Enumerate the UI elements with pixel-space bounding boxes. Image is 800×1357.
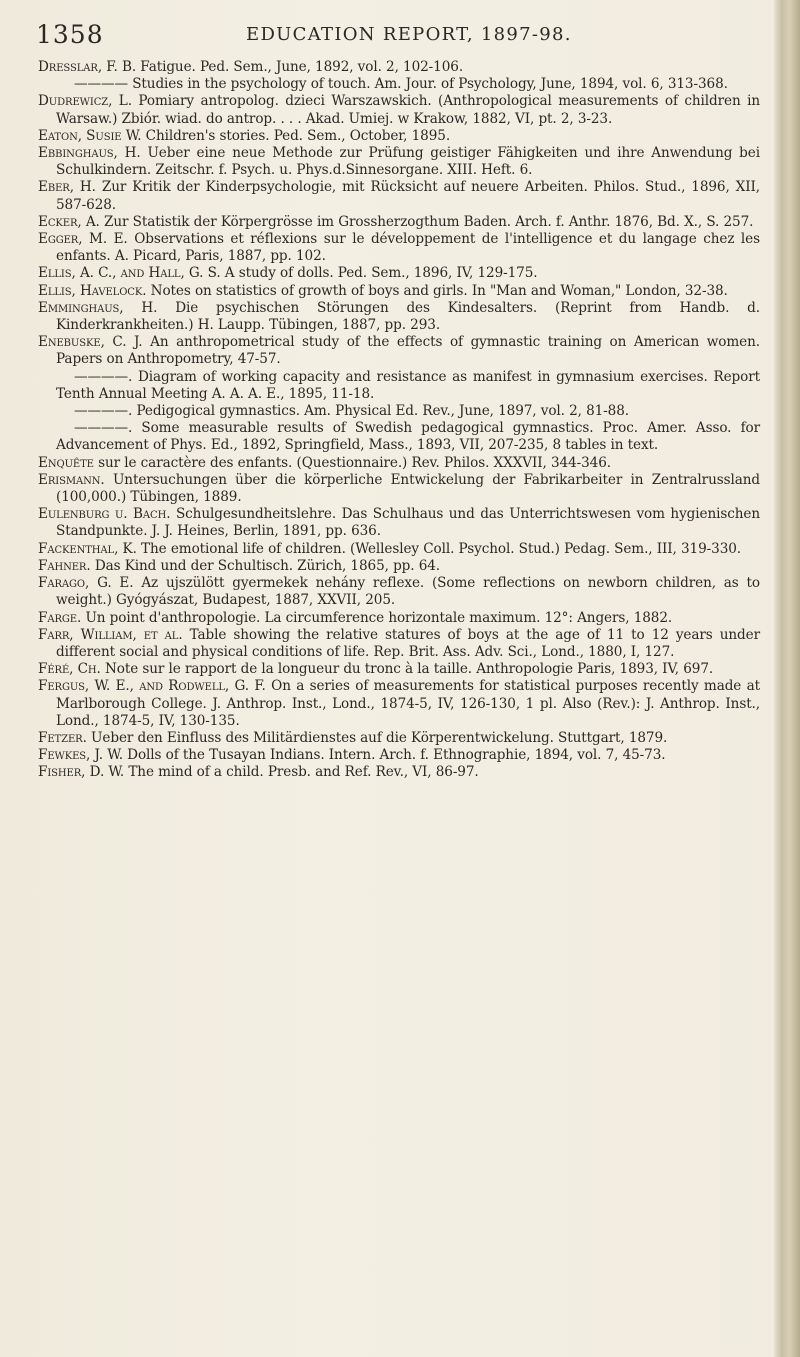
entry-author: Ellis, Havelock. (38, 282, 147, 299)
entry-text: Das Kind und der Schultisch. Zürich, 1865, pp. 64. (94, 557, 441, 574)
entry-text: Ueber den Einfluss des Militärdienstes auf die Körperentwickelung. Stuttgart, 1879. (91, 729, 668, 746)
entry-text: Az ujszülött gyermekek nehány reflexe. (Some reflections on newborn children, as to weight.) Gyógyászat, Budapest, 1887, XXVII, 205. (56, 575, 760, 609)
bibliography-entry (38, 730, 760, 747)
entry-text: Pedigogical gymnastics. Am. Physical Ed. Rev., June, 1897, vol. 2, 81-88. (136, 403, 629, 420)
bibliography-entry (38, 300, 760, 334)
entry-text: Note sur le rapport de la longueur du tronc à la taille. Anthropologie Paris, 1893, IV, 697. (104, 661, 714, 678)
bibliography-entry (38, 472, 760, 506)
entry-author: Fetzer. (38, 729, 87, 746)
entry-author: Eaton, Susie W. (38, 127, 142, 144)
entry-text: sur le caractère des enfants. (Questionnaire.) Rev. Philos. XXXVII, 344-346. (98, 454, 611, 471)
entry-text: Un point d'anthropologie. La circumference horizontale maximum. 12°: Angers, 1882. (85, 609, 673, 626)
entry-text: Fatigue. Ped. Sem., June, 1892, vol. 2, 102-106. (140, 59, 464, 75)
bibliography-entry (38, 93, 760, 127)
bibliography-entry (38, 265, 760, 282)
entry-author: Fahner. (38, 557, 91, 574)
entry-text: Schulgesundheitslehre. Das Schulhaus und das Unterrichtswesen vom hygienischen Standpunkte. J. J. Heines, Berlin, 1891, pp. 636. (56, 506, 760, 540)
bibliography-entry (38, 334, 760, 368)
bibliography-entry (38, 575, 760, 609)
bibliography-entry (38, 128, 760, 145)
entry-author: ———— (74, 76, 128, 93)
entry-author: Ecker, A. (38, 213, 100, 230)
bibliography-entry (38, 558, 760, 575)
entry-author: Emminghaus, H. (38, 299, 158, 316)
bibliography-entry (38, 764, 760, 781)
entry-author: Fackenthal, K. (38, 540, 137, 557)
bibliography-entry (38, 747, 760, 764)
bibliography-entry (38, 76, 760, 93)
entry-author: Fergus, W. E., and Rodwell, G. F. (38, 678, 266, 695)
bibliography-entry (38, 214, 760, 231)
bibliography-entry (38, 145, 760, 179)
entry-text: Pomiary antropolog. dzieci Warszawskich. (Anthropological measurements of children in Warsaw.) Zbiór. wiad. do antrop. . . . Akad. Umiej. w Krakow, 1882, VI, pt. 2, 3-23. (56, 93, 760, 127)
running-head: EDUCATION REPORT, 1897-98. (246, 24, 572, 45)
entry-author: Farge. (38, 609, 82, 626)
bibliography-entry (38, 420, 760, 454)
entry-author: ————. (74, 403, 133, 420)
entry-author: Eulenburg u. Bach. (38, 506, 171, 523)
entry-author: Eber, H. (38, 179, 96, 196)
entry-author: Ebbinghaus, H. (38, 145, 141, 162)
entry-text: Zur Statistik der Körpergrösse im Grossherzogthum Baden. Arch. f. Anthr. 1876, Bd. X., S. 257. (104, 213, 754, 230)
bibliography-entry (38, 506, 760, 540)
bibliography-entry (38, 627, 760, 661)
bibliography-entry (38, 231, 760, 265)
entry-author: Enebuske, C. J. (38, 334, 143, 351)
entry-author: Enquête (38, 454, 94, 471)
entry-author: ————. (74, 368, 133, 385)
entry-text: The mind of a child. Presb. and Ref. Rev., VI, 86-97. (128, 764, 479, 781)
entry-author: Egger, M. E. (38, 231, 128, 248)
entry-text: Untersuchungen über die körperliche Entwickelung der Fabrikarbeiter in Zentralrussland (100,000.) Tübingen, 1889. (56, 471, 760, 506)
entry-author: Fisher, D. W. (38, 764, 125, 781)
entry-author: Erismann. (38, 471, 105, 488)
entry-text: On a series of measurements for statistical purposes recently made at Marlborough College. J. Anthrop. Inst., Lond., 1874-5, IV, 126-130, 1 pl. Also (Rev.): J. Anthrop. Inst., Lond., 1874-5, IV, 130-135. (56, 678, 760, 729)
bibliography-entry (38, 541, 760, 558)
entry-author: Farr, William, et al. (38, 626, 183, 643)
entry-author: ————. (74, 420, 133, 437)
bibliography-entry (38, 661, 760, 678)
entry-text: Table showing the relative statures of boys at the age of 11 to 12 years under different social and physical conditions of life. Rep. Brit. Ass. Adv. Sci., Lond., 1880, I, 127. (56, 626, 760, 660)
entry-author: Fewkes, J. W. (38, 747, 123, 764)
entry-text: Studies in the psychology of touch. Am. Jour. of Psychology, June, 1894, vol. 6, 313-368. (132, 76, 728, 93)
bibliography-entry (38, 678, 760, 730)
bibliography-entry (38, 283, 760, 300)
entry-author: Dudrewicz, L. (38, 93, 132, 110)
page-header (0, 20, 770, 50)
bibliography-list (38, 59, 760, 782)
bibliography-entry (38, 179, 760, 213)
page-number: 1358 (36, 20, 104, 49)
entry-text: A study of dolls. Ped. Sem., 1896, IV, 129-175. (224, 265, 538, 282)
entry-text: The emotional life of children. (Wellesley Coll. Psychol. Stud.) Pedag. Sem., III, 319-330. (141, 540, 742, 557)
entry-author: Ellis, A. C., and Hall, G. S. (38, 265, 221, 282)
entry-text: Die psychischen Störungen des Kindesalters. (Reprint from Handb. d. Kinderkrankheiten.) H. Laupp. Tübingen, 1887, pp. 293. (56, 299, 760, 334)
bibliography-entry (38, 369, 760, 403)
entry-text: Observations et réflexions sur le développement de l'intelligence et du langage chez les enfants. A. Picard, Paris, 1887, pp. 102. (56, 231, 760, 265)
bibliography-entry (38, 403, 760, 420)
bibliography-entry (38, 455, 760, 472)
entry-text: Children's stories. Ped. Sem., October, 1895. (145, 127, 451, 144)
entry-text: Notes on statistics of growth of boys and girls. In "Man and Woman," London, 32-38. (150, 282, 728, 299)
entry-text: Dolls of the Tusayan Indians. Intern. Arch. f. Ethnographie, 1894, vol. 7, 45-73. (127, 747, 666, 764)
entry-author: Dresslar, F. B. (38, 59, 137, 75)
entry-text: Some measurable results of Swedish pedagogical gymnastics. Proc. Amer. Asso. for Advancement of Phys. Ed., 1892, Springfield, Mass., 1893, VII, 207-235, 8 tables in text. (56, 420, 760, 454)
entry-text: Zur Kritik der Kinderpsychologie, mit Rücksicht auf neuere Arbeiten. Philos. Stud., 1896, XII, 587-628. (56, 179, 760, 213)
entry-text: An anthropometrical study of the effects of gymnastic training on American women. Papers on Anthropometry, 47-57. (56, 334, 760, 368)
entry-author: Farago, G. E. (38, 575, 134, 592)
entry-text: Diagram of working capacity and resistance as manifest in gymnasium exercises. Report Tenth Annual Meeting A. A. A. E., 1895, 11-18. (56, 368, 760, 402)
bibliography-entry (38, 59, 760, 76)
entry-author: Féré, Ch. (38, 661, 101, 678)
bibliography-entry (38, 610, 760, 627)
entry-text: Ueber eine neue Methode zur Prüfung geistiger Fähigkeiten und ihre Anwendung bei Schulkindern. Zeitschr. f. Psych. u. Phys.d.Sinnesorgane. XIII. Heft. 6. (56, 145, 760, 179)
page-edge (774, 0, 800, 1357)
